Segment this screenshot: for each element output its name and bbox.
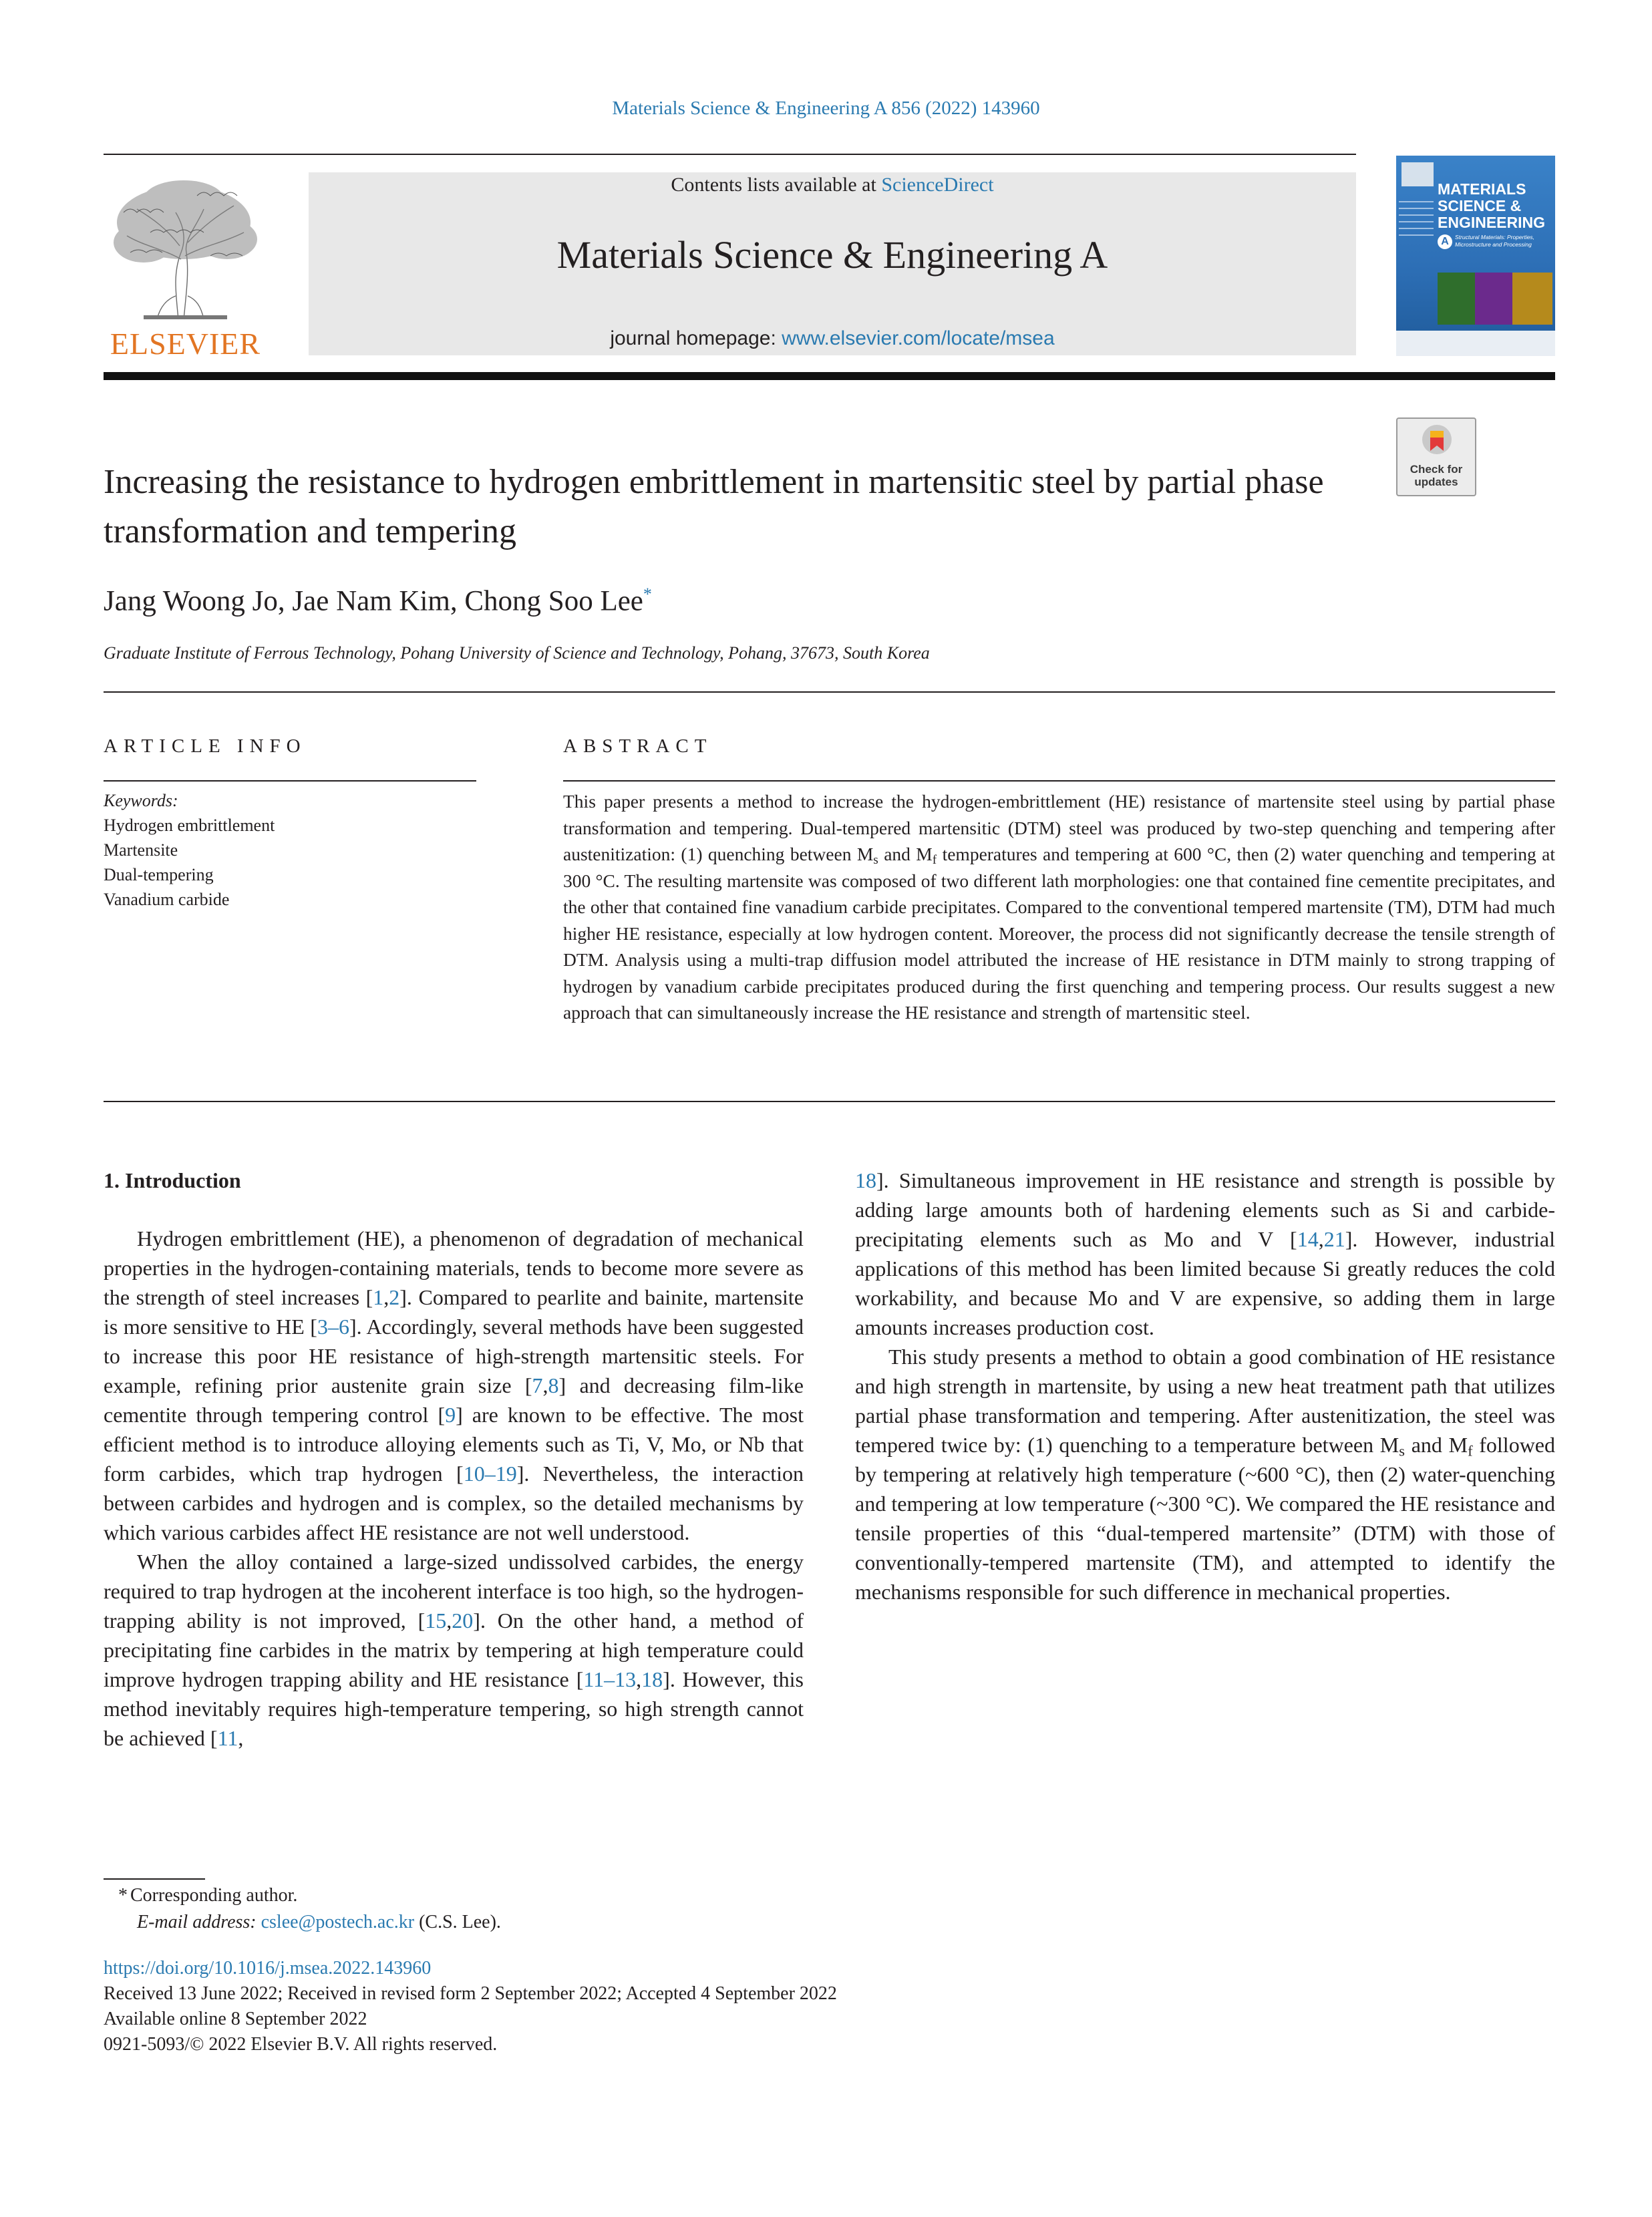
elsevier-wordmark: ELSEVIER [110,327,261,361]
text-run: ]. Accordingly, several methods have been suggested to increase this poor HE resistance of high-strength martensitic steels. For example, refining prior austenite grain size [ [104,1315,804,1397]
keyword: Dual-tempering [104,865,214,884]
subscript: f [932,852,937,867]
header-thick-rule [104,372,1555,380]
top-rule [104,154,1356,155]
abstract-rule [563,780,1555,782]
body-column-left [104,1166,804,1753]
doi-link[interactable]: https://doi.org/10.1016/j.msea.2022.143960 [104,1958,432,1979]
citation-link[interactable]: 8 [548,1373,559,1397]
article-info-heading: ARTICLE INFO [104,735,307,757]
text-run: This study presents a method to obtain a good combination of HE resistance and high strength in martensite, by using a new heat treatment path that utilizes partial phase transformation and tempering. After austenitization, the steel was tempered twice by: (1) quenching to a temperature between M [855,1345,1555,1457]
affiliation: Graduate Institute of Ferrous Technology, Pohang University of Science and Technology, Pohang, 37673, South Korea [104,643,930,663]
article-title: Increasing the resistance to hydrogen embrittlement in martensitic steel by partial phase transformation and tempering [104,463,1324,550]
intro-paragraph [855,1342,1555,1606]
keyword: Hydrogen embrittlement [104,816,275,835]
cover-editors-list [1399,196,1434,296]
corresponding-author-note: Corresponding author. [130,1885,298,1906]
rule-after-affiliation [104,691,1555,693]
copyright: 0921-5093/© 2022 Elsevier B.V. All rights reserved. [104,2034,498,2055]
citation-link[interactable]: 20 [452,1608,474,1633]
author-name[interactable]: Jang Woong Jo [104,585,278,617]
author-list: Jang Woong Jo, Jae Nam Kim, Chong Soo Lee* [104,584,652,617]
intro-paragraph: Hydrogen embrittlement (HE), a phenomenon of degradation of mechanical properties in the hydrogen-containing materials, tends to become more severe as the strength of steel increases [1,2]. Compared to pearlite and bainite, martensite is more sensitive to HE [3–6]. Accordingly, several methods have been suggested to increase this poor HE resistance of high-strength martensitic steels. For example, refining prior austenite grain size [7,8] and decreasing film-like cementite through tempering control [9] are known to be effective. The most efficient method is to introduce alloying elements such as Ti, V, Mo, or Nb that form carbides, which trap hydrogen [10–19]. Nevertheless, the interaction between carbides and hydrogen and is complex, so the detailed mechanisms by which various carbides affect HE resistance are not well understood. [104,1226,804,1544]
cover-subtitle: Structural Materials: Properties, Microstructure and Processing [1455,234,1535,248]
publication-info [104,1956,837,2057]
citation-link[interactable]: 11 [217,1726,238,1750]
running-head: Materials Science & Engineering A 856 (2022) 143960 [612,98,1040,119]
journal-cover-thumbnail[interactable] [1396,156,1555,356]
citation-link[interactable]: 7 [532,1373,543,1397]
citation-link[interactable]: 1 [373,1285,384,1309]
citation-link[interactable]: 10–19 [463,1462,517,1486]
citation-link[interactable]: 9 [445,1403,456,1427]
intro-paragraph-continued: 18]. Simultaneous improvement in HE resistance and strength is possible by adding large amounts both of hardening elements such as Si and carbide-precipitating elements such as Mo and V [14,21]. However, industrial applications of this method has been limited because Si greatly reduces the cold workability, and because Mo and V are expensive, so adding them in large amounts increases production cost. [855,1168,1556,1339]
cover-image-gold [1512,273,1552,325]
article-info-rule [104,780,476,782]
citation-link[interactable]: 11–13 [583,1667,637,1691]
abstract-text-part: temperatures and tempering at 600 °C, then (2) water quenching and tempering at 300 °C. The resulting martensite was composed of two different lath morphologies: one that contained fine cementite precipitates, and the other that contained fine vanadium carbide precipitates. Compared to the conventional tempered martensite (TM), DTM had much higher HE resistance, especially at low hydrogen content. Moreover, the process did not significantly decrease the tensile strength of DTM. Analysis using a multi-trap diffusion model attributed the increase of HE resistance in DTM mainly to strong trapping of hydrogen by vanadium carbide precipitates produced during the first quenching and tempering process. Our results suggest a new approach that can simultaneously increase the HE resistance and strength of martensitic steel. [563,844,1555,1023]
check-updates-line2: updates [1414,476,1458,488]
bookmark-icon [1422,424,1452,460]
journal-homepage-link[interactable]: www.elsevier.com/locate/msea [782,327,1055,349]
sciencedirect-link[interactable]: ScienceDirect [881,174,994,196]
subscript: s [1399,1442,1405,1460]
elsevier-tree-icon [104,172,267,326]
corresponding-mark[interactable]: * [643,584,652,604]
abstract-text [563,788,1555,1026]
email-label: E-mail address: [137,1912,257,1932]
cover-footer [1396,331,1555,356]
cover-mini-logo [1401,162,1434,186]
footnote-rule [104,1878,205,1880]
rule-after-abstract [104,1101,1555,1102]
cover-letter-badge: A [1438,234,1452,249]
contents-line [309,174,1356,196]
subscript: f [1468,1442,1473,1460]
text-run: followed by tempering at relatively high temperature (~600 °C), then (2) water-quenching and tempering at low temperature (~300 °C). We compared the HE resistance and tensile properties of this “dual-tempered martensite” (DTM) with those of conventionally-tempered martensite (TM), and attempted to identify the mechanisms responsible for such difference in mechanical properties. [855,1433,1556,1604]
abstract-text-part: This paper presents a method to increase the hydrogen-embrittlement (HE) resistance of martensite steel using by partial phase transformation and tempering. Dual-tempered martensitic (DTM) steel was produced by two-step quenching and tempering after austenitization: (1) quenching between M [563,791,1555,864]
citation-link[interactable]: 21 [1323,1227,1345,1251]
cover-image-purple [1475,273,1512,325]
citation-link[interactable]: 2 [389,1285,400,1309]
keywords-block [104,788,275,912]
citation-link[interactable]: 18 [855,1168,876,1192]
homepage-line [309,327,1356,350]
text-run: ] and decreasing film-like cementite through tempering control [ [104,1373,804,1427]
footnote-mark: * [118,1885,128,1906]
text-run: and M [1404,1433,1468,1457]
check-for-updates-button[interactable] [1396,417,1476,496]
text-run: ] are known to be effective. The most efficient method is to introduce alloying elements such as Ti, V, Mo, or Nb that form carbides, which trap hydrogen [ [104,1403,804,1486]
text-run: When the alloy contained a large-sized undissolved carbides, the energy required to trap hydrogen at the incoherent interface is too high, so the hydrogen-trapping ability is not improved, [ [104,1550,804,1633]
footnote [104,1882,501,1936]
check-updates-line1: Check for [1410,463,1463,476]
cover-image-green [1438,273,1475,325]
section-heading-introduction: 1. Introduction [104,1168,241,1192]
text-run: ]. On the other hand, a method of precipitating fine carbides in the matrix by tempering at high temperature could improve hydrogen trapping ability and HE resistance [ [104,1608,804,1691]
homepage-prefix: journal homepage: [610,327,782,349]
keyword: Martensite [104,840,178,860]
subscript: s [873,852,878,867]
intro-paragraph: When the alloy contained a large-sized undissolved carbides, the energy required to trap hydrogen at the incoherent interface is too high, so the hydrogen-trapping ability is not improved, [15,20]. On the other hand, a method of precipitating fine carbides in the matrix by tempering at high temperature could improve hydrogen trapping ability and HE resistance [11–13,18]. However, this method inevitably requires high-temperature tempering, so high strength cannot be achieved [11, [104,1550,804,1750]
email-suffix: (C.S. Lee). [414,1912,501,1932]
contents-prefix: Contents lists available at [671,174,882,196]
journal-title: Materials Science & Engineering A [556,233,1108,277]
text-run: Hydrogen embrittlement (HE), a phenomenon of degradation of mechanical properties in the hydrogen-containing materials, tends to become more severe as the strength of steel increases [ [104,1226,804,1309]
citation-link[interactable]: 3–6 [317,1315,349,1339]
text-run: ]. Simultaneous improvement in HE resistance and strength is possible by adding large amounts both of hardening elements such as Si and carbide-precipitating elements such as Mo and V [ [855,1168,1555,1251]
abstract-heading: ABSTRACT [563,735,713,757]
citation-link[interactable]: 15 [425,1608,447,1633]
text-run: ]. Compared to pearlite and bainite, martensite is more sensitive to HE [ [104,1285,804,1339]
text-run: ]. However, this method inevitably requires high-temperature tempering, so high strength cannot be achieved [ [104,1667,804,1750]
available-online: Available online 8 September 2022 [104,2009,367,2029]
citation-link[interactable]: 18 [641,1667,663,1691]
keyword: Vanadium carbide [104,890,230,909]
author-name[interactable]: Jae Nam Kim [292,585,450,617]
body-column-right [855,1166,1555,1606]
cover-title-line3: ENGINEERING [1438,214,1546,231]
received-dates: Received 13 June 2022; Received in revised form 2 September 2022; Accepted 4 September 2022 [104,1983,837,2004]
abstract-text-part: and M [878,844,933,864]
cover-title-line2: SCIENCE & [1438,197,1522,214]
email-link[interactable]: cslee@postech.ac.kr [261,1912,415,1932]
text-run: ]. Nevertheless, the interaction between carbides and hydrogen and is complex, so the detailed mechanisms by which various carbides affect HE resistance are not well understood. [104,1462,804,1544]
text-run: ]. However, industrial applications of this method has been limited because Si greatly reduces the cold workability, and because Mo and V are expensive, so adding them in large amounts increases production cost. [855,1227,1556,1339]
keywords-label: Keywords: [104,791,178,810]
cover-title-line1: MATERIALS [1438,180,1526,198]
author-name[interactable]: Chong Soo Lee [464,585,643,617]
citation-link[interactable]: 14 [1297,1227,1319,1251]
